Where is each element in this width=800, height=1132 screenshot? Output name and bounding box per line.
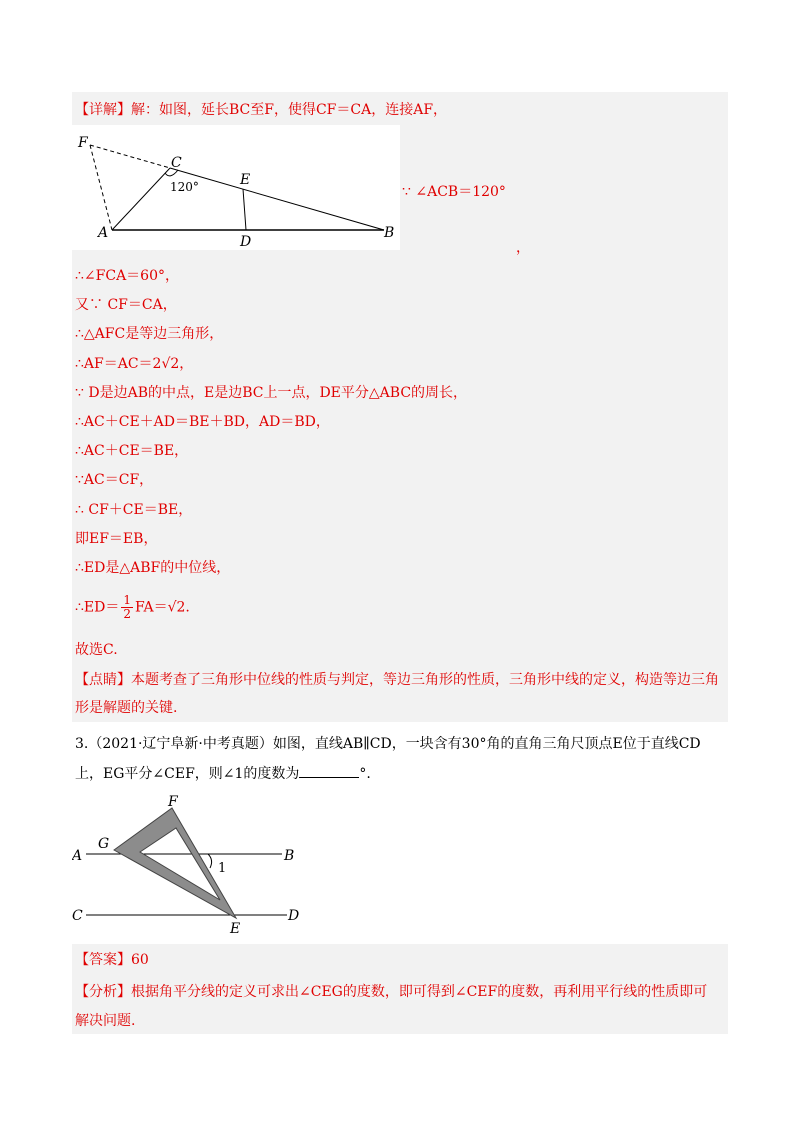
segment-FC [90,145,170,168]
question-suffix: °. [359,766,371,782]
label-C: C [171,155,182,171]
answer-blank [299,763,359,778]
label-F2: F [168,794,178,810]
step-5: ∵ D是边AB的中点，E是边BC上一点，DE平分△ABC的周长， [75,385,468,401]
step-6: ∴AC＋CE＋AD＝BE＋BD，AD＝BD， [75,414,330,430]
comment-line-2: 形是解题的关键. [75,700,178,716]
step-10: 即EF＝EB， [75,531,158,547]
label-angle: 120° [170,180,199,194]
label-D2: D [288,908,300,924]
label-E2: E [230,921,241,935]
label-G: G [98,836,110,852]
choice: 故选C. [75,642,118,658]
label-angle-1: 1 [218,861,227,876]
label-A: A [98,225,109,241]
step-4: ∴AF＝AC＝2√2， [75,356,194,372]
step-8: ∵AC＝CF， [75,472,154,488]
step-1: ∴∠FCA＝60°， [75,268,179,284]
answer-line: 【答案】60 [75,952,149,968]
fraction-numerator: 1 [123,593,131,607]
label-A2: A [72,848,83,864]
triangle-diagram [72,125,400,250]
question-line-2 [75,763,371,784]
step-12-prefix: ∴ED＝ [75,599,120,616]
step-12-suffix: FA＝√2. [135,599,190,616]
angle-1-arc [208,854,212,868]
segment-CB [170,168,384,230]
label-D: D [240,234,252,250]
question-line-1: 3.（2021·辽宁阜新·中考真题）如图，直线AB∥CD，一块含有30°角的直角三角尺顶点E位于直线CD [75,736,701,752]
analysis-line-2: 解决问题. [75,1013,136,1029]
step-3: ∴△AFC是等边三角形， [75,326,224,342]
step-12 [75,594,190,621]
label-F: F [78,135,88,151]
question-prefix: 上，EG平分∠CEF，则∠1的度数为 [75,766,300,782]
fraction-half [121,594,133,621]
segment-ED [243,189,246,230]
step-2: 又∵ CF＝CA， [75,297,177,313]
solution-intro: 【详解】解：如图，延长BC至F，使得CF＝CA，连接AF， [75,102,448,118]
segment-FA [90,145,112,230]
comment-line-1: 【点睛】本题考查了三角形中位线的性质与判定，等边三角形的性质，三角形中线的定义，构造等边三角 [75,672,719,688]
triangle-ruler-figure [72,790,332,935]
segment-CA [112,168,170,230]
label-B2: B [284,848,295,864]
step-7: ∴AC＋CE＝BE， [75,443,189,459]
analysis-line-1: 【分析】根据角平分线的定义可求出∠CEG的度数，即可得到∠CEF的度数，再利用平行线的性质即可 [75,984,708,1000]
label-B: B [384,225,395,241]
triangle-figure [72,125,400,250]
label-E: E [240,172,251,188]
label-C2: C [72,908,83,924]
given-comma: ， [516,240,530,256]
step-11: ∴ED是△ABF的中位线， [75,560,231,576]
given-angle: ∵ ∠ACB＝120° [402,184,506,200]
parallel-lines-diagram [72,790,332,935]
fraction-denominator: 2 [123,607,131,621]
step-9: ∴ CF＋CE＝BE， [75,502,193,518]
